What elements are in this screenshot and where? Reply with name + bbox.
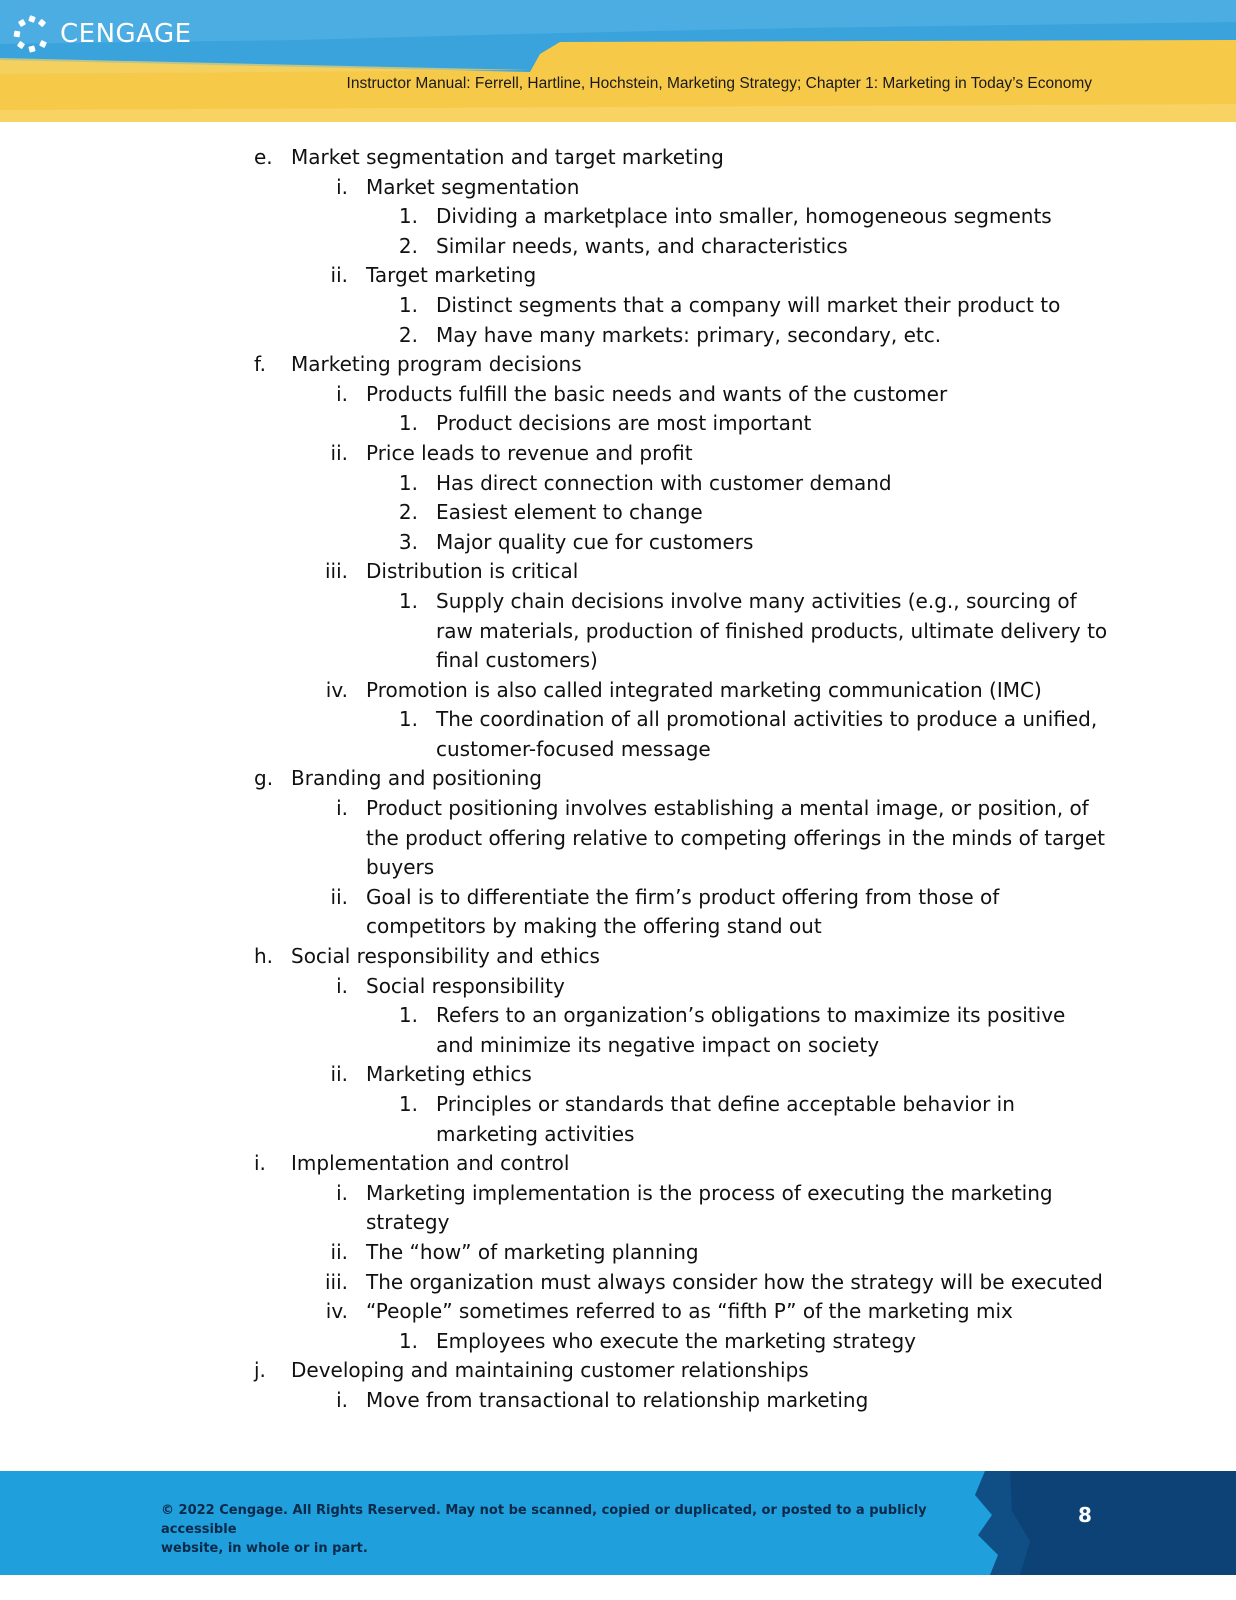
outline-marker: i. [336,174,348,199]
outline-text: Marketing implementation is the process of executing the marketing [366,1180,1053,1205]
outline-line [0,528,1236,558]
outline-line [0,1179,1236,1209]
outline-text: Price leads to revenue and profit [366,440,693,465]
outline-line [0,1060,1236,1090]
outline-text: May have many markets: primary, secondary, etc. [436,322,942,347]
outline-text: Similar needs, wants, and characteristics [436,233,848,258]
outline-line [0,587,1236,617]
outline-text: Distinct segments that a company will market their product to [436,292,1061,317]
outline-line [0,1297,1236,1327]
outline-text: Marketing ethics [366,1062,532,1087]
outline-line [0,350,1236,380]
outline-line [0,557,1236,587]
outline-line [0,824,1236,854]
outline-text: Social responsibility [366,973,565,998]
outline-text: and minimize its negative impact on society [436,1032,880,1057]
outline-marker: e. [254,145,273,169]
copyright-notice [161,1501,941,1558]
outline-line [0,764,1236,794]
copyright-line-2: website, in whole or in part. [161,1541,368,1556]
outline-line [0,232,1236,262]
outline-line [0,380,1236,410]
outline-line [0,173,1236,203]
outline-marker: 1. [398,470,418,495]
outline-line [0,202,1236,232]
outline-marker: f. [254,352,266,377]
outline-marker: i. [336,1387,348,1412]
outline-text: Developing and maintaining customer relationships [291,1358,809,1383]
outline-marker: h. [254,944,274,969]
outline-text: strategy [366,1210,450,1235]
outline-marker: 3. [398,529,418,554]
cengage-logo [12,14,192,54]
outline-line [0,1268,1236,1298]
outline-line [0,439,1236,469]
outline-line [0,705,1236,735]
outline-line [0,1356,1236,1386]
outline-line [0,1031,1236,1061]
cengage-logo-icon [12,14,52,54]
outline-marker: 2. [398,322,418,347]
outline-line [0,143,1236,173]
outline-line [0,646,1236,676]
outline-marker: i. [336,1180,348,1205]
outline-text: buyers [366,855,435,880]
outline-marker: iv. [325,1299,348,1324]
outline-marker: iv. [325,677,348,702]
outline-line [0,1001,1236,1031]
outline-line [0,883,1236,913]
outline-text: Marketing program decisions [291,352,582,377]
outline-text: competitors by making the offering stand out [366,914,822,939]
outline-marker: i. [336,973,348,998]
outline-text: Product decisions are most important [436,411,812,436]
outline-marker: ii. [330,884,348,909]
outline-line [0,321,1236,351]
outline-text: marketing activities [436,1121,635,1146]
outline-line [0,261,1236,291]
outline-marker: i. [254,1151,266,1176]
outline-text: Dividing a marketplace into smaller, homogeneous segments [436,204,1052,229]
outline-marker: ii. [330,440,348,465]
outline-marker: j. [254,1358,266,1383]
outline-text: Market segmentation and target marketing [291,145,724,169]
outline-text: Promotion is also called integrated marketing communication (IMC) [366,677,1042,702]
outline-line [0,853,1236,883]
outline-marker: 1. [398,292,418,317]
outline-text: Easiest element to change [436,500,703,525]
outline-text: customer-focused message [436,736,711,761]
outline-marker: 1. [398,707,418,732]
page-header [0,0,1236,122]
outline-line [0,1208,1236,1238]
outline-text: raw materials, production of finished products, ultimate delivery to [436,618,1108,643]
outline-text: Employees who execute the marketing strategy [436,1328,916,1353]
outline-marker: 1. [398,1003,418,1028]
outline-text: Move from transactional to relationship marketing [366,1387,869,1412]
outline-text: Supply chain decisions involve many activities (e.g., sourcing of [436,588,1077,613]
outline-line [0,469,1236,499]
outline-line [0,1090,1236,1120]
outline-marker: 1. [398,1092,418,1116]
outline-text: Market segmentation [366,174,580,199]
outline-marker: i. [336,381,348,406]
outline-text: Implementation and control [291,1151,570,1176]
brand-name: CENGAGE [60,19,192,49]
outline-marker: 1. [398,1328,418,1353]
outline-marker: iii. [324,1269,348,1294]
outline-text: Target marketing [366,263,537,288]
copyright-line-1: © 2022 Cengage. All Rights Reserved. May not be scanned, copied or duplicated, or posted to a publicly accessible [161,1503,927,1537]
outline-text: Distribution is critical [366,559,579,584]
outline-text: Social responsibility and ethics [291,944,600,969]
outline-line [0,1386,1236,1416]
outline-text: Has direct connection with customer demand [436,470,892,495]
outline-line [0,676,1236,706]
outline-line [0,617,1236,647]
outline-line [0,942,1236,972]
outline-text: final customers) [436,648,598,673]
outline-marker: 1. [398,204,418,229]
outline-line [0,735,1236,765]
outline-marker: 1. [398,411,418,436]
outline-content [0,143,1236,1416]
outline-marker: ii. [330,263,348,288]
outline-text: Product positioning involves establishing a mental image, or position, of [366,796,1089,821]
outline-line [0,972,1236,1002]
outline-line [0,409,1236,439]
page-number: 8 [1078,1503,1092,1527]
outline-text: Principles or standards that define acceptable behavior in [436,1092,1015,1116]
outline-text: Branding and positioning [291,766,542,791]
outline-line [0,794,1236,824]
outline-marker: 2. [398,500,418,525]
outline-text: Major quality cue for customers [436,529,754,554]
outline-marker: 1. [398,588,418,613]
outline-marker: ii. [330,1062,348,1087]
outline-text: The organization must always consider how the strategy will be executed [366,1269,1103,1294]
outline-text: The coordination of all promotional activities to produce a unified, [436,707,1098,732]
outline-line [0,1120,1236,1150]
outline-line [0,1149,1236,1179]
outline-marker: 2. [398,233,418,258]
outline-marker: i. [336,796,348,821]
outline-text: Products fulfill the basic needs and wants of the customer [366,381,948,406]
outline-line [0,1238,1236,1268]
outline-text: the product offering relative to competing offerings in the minds of target [366,825,1106,850]
outline-marker: g. [254,766,274,791]
outline-marker: iii. [324,559,348,584]
outline-text: Refers to an organization’s obligations to maximize its positive [436,1003,1066,1028]
manual-title: Instructor Manual: Ferrell, Hartline, Hochstein, Marketing Strategy; Chapter 1: Marketing in Today’s Economy [346,75,1092,92]
outline-text: “People” sometimes referred to as “fifth P” of the marketing mix [366,1299,1013,1324]
outline-text: Goal is to differentiate the firm’s product offering from those of [366,884,1000,909]
outline-line [0,291,1236,321]
outline-line [0,912,1236,942]
outline-line [0,498,1236,528]
outline-marker: ii. [330,1239,348,1264]
outline-text: The “how” of marketing planning [366,1239,699,1264]
outline-line [0,1327,1236,1357]
page-footer [0,1471,1236,1575]
